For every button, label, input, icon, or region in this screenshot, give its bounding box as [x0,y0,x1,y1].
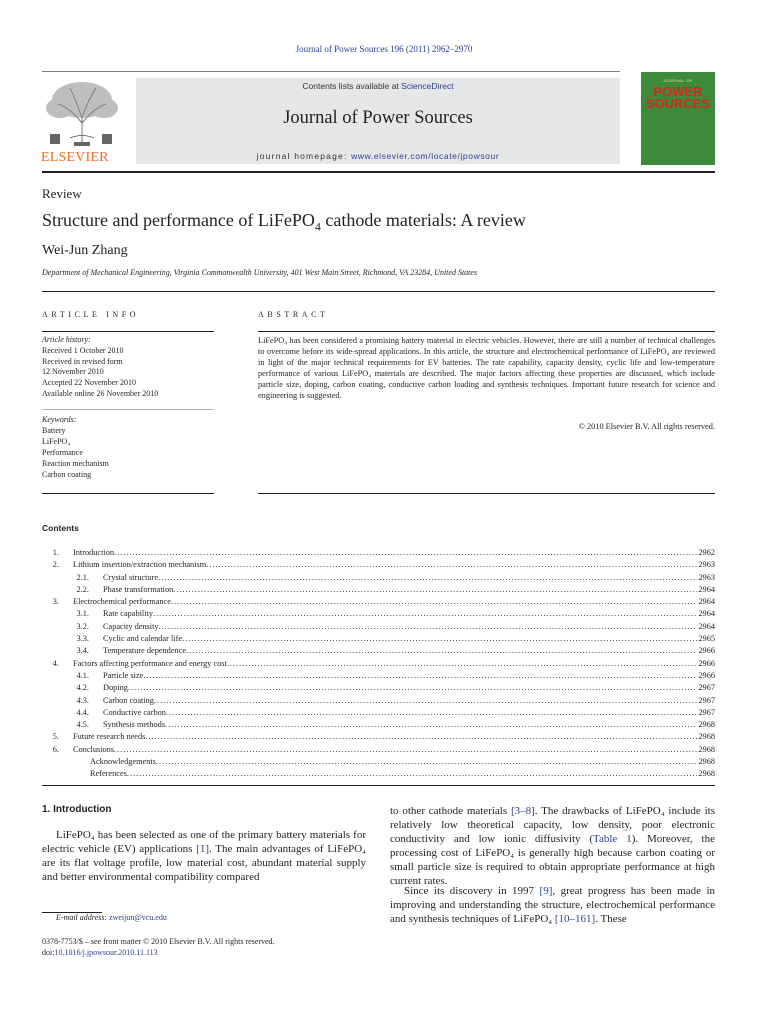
toc-entry-title[interactable]: Carbon coating [103,695,154,705]
toc-leader-dots [186,646,697,655]
toc-entry-number: 3.3. [76,634,89,644]
toc-entry-page: 2968 [698,744,715,754]
toc-entry-number: 4.3. [76,695,89,705]
journal-homepage-label: journal homepage: [256,151,352,161]
history-line: 12 November 2010 [42,367,104,377]
toc-entry-number: 2.2. [76,584,89,594]
journal-citation[interactable]: Journal of Power Sources 196 (2011) 2962–2970 [295,44,473,54]
citation-link[interactable]: [3–8] [510,805,535,817]
toc-leader-dots [206,560,697,569]
toc-entry[interactable] [42,732,715,744]
toc-entry-number: 1. [52,548,59,557]
table-of-contents [42,548,715,782]
toc-entry-page: 2964 [698,584,715,594]
toc-entry-title[interactable]: Conclusions [73,744,115,754]
doi-link[interactable]: 10.1016/j.jpowsour.2010.11.113 [54,948,158,957]
toc-entry-title[interactable]: Capacity density [103,621,159,631]
toc-entry-page: 2963 [698,560,715,570]
intro-text: Since its discovery in 1997 [404,885,540,897]
toc-entry-number: 3.2. [76,621,89,631]
citation-link[interactable]: [10–161] [554,913,596,925]
journal-homepage-line [136,151,620,161]
toc-entry[interactable] [42,708,715,720]
abstract-bottom-divider [258,493,715,494]
intro-text: . These [595,913,627,925]
intro-text: . The drawbacks of LiFePO₄ include its relatively low theoretical capacity, low density, poor electronic conductivity and low ionic diffusivity ( [390,805,715,845]
toc-entry[interactable] [42,683,715,695]
keyword: LiFePO₄ [42,437,71,446]
toc-leader-dots [153,609,697,618]
toc-leader-dots [171,597,698,606]
abstract-divider [258,331,715,332]
toc-entry-page: 2964 [698,621,715,631]
toc-entry[interactable] [42,597,715,609]
toc-entry-title[interactable]: Rate capability [103,609,153,619]
toc-leader-dots [165,720,697,729]
toc-entry-page: 2968 [698,757,715,767]
toc-entry-number: 4.2. [76,683,89,693]
article-info-divider [42,331,214,332]
toc-leader-dots [127,769,698,778]
toc-leader-dots [159,622,698,631]
article-title-subscript: 4 [314,219,321,234]
toc-entry-number: 4. [52,658,59,668]
abstract-text: LiFePO₄ has been considered a promising battery material in electric vehicles. However, there are still a number of technical challenges to overcome before its wide-spread applications. In this article, the structure and electrochemical performance of LiFePO₄ are reviewed in light of the major technical requirements for EV batteries. The rate capability, capacity density, cyclic life and low-temperature performance of various LiFePO₄ materials are described. The major factors affecting these properties are discussed, which include particle size, doping, carbon coating, conductive carbon loading and synthesis techniques. Important future research for science and engineering is suggested. [258,336,715,400]
toc-entry-page: 2965 [698,634,715,644]
keywords-divider [42,409,214,410]
toc-leader-dots [145,732,697,741]
toc-entry[interactable] [42,573,715,585]
email-link[interactable]: zweijun@vcu.edu [109,913,167,922]
introduction-heading: 1. Introduction [42,804,112,815]
sciencedirect-link[interactable]: ScienceDirect [401,81,454,91]
toc-entry[interactable] [42,757,715,769]
toc-entry-page: 2967 [698,695,715,705]
toc-entry[interactable] [42,609,715,621]
toc-entry-title[interactable]: Crystal structure [103,572,159,582]
toc-entry-title[interactable]: Introduction [73,548,115,557]
keywords-label: Keywords: [42,415,77,424]
toc-entry-title[interactable]: Phase transformation [103,584,174,594]
doi-label: doi: [42,948,55,957]
journal-cover-image[interactable] [641,72,715,165]
history-line: Accepted 22 November 2010 [42,378,136,388]
intro-text: , great progress has been made in improving and understanding the structure, electrochemical performance and synthesis techniques of LiFePO₄ [390,885,716,925]
toc-entry-page: 2968 [698,720,715,730]
toc-leader-dots [128,683,698,692]
intro-paragraph-left [42,828,366,884]
toc-entry[interactable] [42,548,715,560]
toc-entry-page: 2964 [698,597,715,607]
intro-text: . The main advantages of LiFePO₄ are its flat voltage profile, low material cost, abundant material supply and better environmental compatibility compared [42,843,366,883]
toc-leader-dots [114,548,697,557]
intro-text: to other cathode materials [390,805,511,817]
toc-entry-number: 2.1. [76,572,89,582]
history-line: Available online 26 November 2010 [42,388,159,398]
toc-entry[interactable] [42,585,715,597]
article-info-bottom-divider [42,493,214,494]
toc-entry[interactable] [42,646,715,658]
toc-leader-dots [114,745,697,754]
abstract-heading: ABSTRACT [258,310,329,319]
elsevier-wordmark: ELSEVIER [41,150,109,165]
toc-leader-dots [182,634,697,643]
contents-divider [42,785,715,786]
contents-heading: Contents [42,523,79,533]
toc-entry-number: 2. [52,560,59,570]
toc-entry[interactable] [42,671,715,683]
toc-entry-page: 2968 [698,732,715,742]
email-label: E-mail address: [56,913,108,922]
toc-leader-dots [158,573,697,582]
cover-small-text: JOURNAL OF [662,78,694,83]
toc-entry-number: 4.4. [76,707,89,717]
article-title [42,210,526,235]
intro-text: LiFePO₄ has been selected as one of the primary battery materials for electric vehicle (EV) applications [42,829,366,855]
toc-entry-number: 3.4. [76,646,89,656]
toc-entry-page: 2964 [698,609,715,619]
keyword: Performance [42,448,83,457]
citation-link[interactable]: [1] [196,843,209,855]
intro-paragraph-right-1 [390,804,715,888]
toc-entry-page: 2967 [698,683,715,693]
toc-entry-title[interactable]: Synthesis methods [103,720,165,730]
toc-entry-page: 2963 [698,572,715,582]
toc-entry-title[interactable]: Cyclic and calendar life [103,634,183,644]
toc-entry-page: 2967 [698,707,715,717]
toc-entry[interactable] [42,659,715,671]
journal-title: Journal of Power Sources [283,108,473,128]
toc-entry-number: 3.1. [76,609,89,619]
toc-entry[interactable] [42,696,715,708]
title-divider [42,291,715,292]
email-footnote [56,913,167,922]
toc-entry[interactable] [42,560,715,572]
toc-entry-title[interactable]: Temperature dependence [103,646,187,656]
contents-available-line [136,81,620,91]
table-link[interactable]: Table 1 [593,833,632,845]
toc-entry-number: 5. [52,732,59,742]
author-name[interactable]: Wei-Jun Zhang [42,243,128,258]
intro-paragraph-right-2 [390,884,715,926]
toc-entry-number: 3. [52,597,59,607]
keyword: Carbon coating [42,470,92,479]
toc-entry-number: 4.1. [76,670,89,680]
cover-title [643,86,713,110]
toc-entry-title[interactable]: Factors affecting performance and energy cost [73,658,227,668]
keyword: Battery [42,426,66,435]
toc-entry-title[interactable]: Doping [103,683,128,693]
toc-entry-page: 2966 [698,670,715,680]
toc-entry-page: 2968 [698,769,715,779]
toc-entry-title[interactable]: Particle size [103,670,144,680]
intro-text: ). Moreover, the processing cost of LiFePO₄ is generally high because carbon coating or small particle size is required to obtain appropriate performance at high current rates. [390,833,715,887]
toc-leader-dots [166,708,698,717]
toc-entry[interactable] [42,745,715,757]
article-info-heading: ARTICLE INFO [42,310,140,319]
toc-leader-dots [154,696,697,705]
author-affiliation: Department of Mechanical Engineering, Virginia Commonwealth University, 401 West Main Street, Richmond, VA 23284, United States [42,268,478,277]
abstract-copyright: © 2010 Elsevier B.V. All rights reserved. [578,422,715,431]
journal-homepage-link[interactable]: www.elsevier.com/locate/jpowsour [351,151,500,161]
cover-title-line-1: POWER [653,84,703,99]
contents-available-text: Contents lists available at [302,81,402,91]
toc-entry-page: 2966 [698,646,715,656]
doi-line [42,948,158,957]
toc-entry-number: 4.5. [76,720,89,730]
cover-title-line-2: SOURCES [645,96,711,111]
toc-entry-title[interactable]: References [90,769,127,779]
toc-leader-dots [173,585,697,594]
toc-entry[interactable] [42,720,715,732]
toc-entry[interactable] [42,634,715,646]
toc-entry-page: 2962 [698,548,715,557]
history-line: Received 1 October 2010 [42,345,124,355]
issn-line: 0378-7753/$ – see front matter © 2010 Elsevier B.V. All rights reserved. [42,937,275,946]
toc-entry-title[interactable]: Electrochemical performance [73,597,171,607]
article-title-part-1: Structure and performance of LiFePO [42,210,315,230]
toc-leader-dots [227,659,698,668]
toc-entry-title[interactable]: Future research needs [73,732,146,742]
keywords-list [42,414,109,480]
header-thick-divider [42,171,715,173]
toc-entry-page: 2966 [698,658,715,668]
article-history-label: Article history: [42,335,91,344]
toc-leader-dots [156,757,698,766]
toc-entry-title[interactable]: Acknowledgements [90,757,156,767]
article-history [42,335,158,400]
keyword: Reaction mechanism [42,459,109,468]
toc-entry-number: 6. [52,744,59,754]
toc-leader-dots [143,671,697,680]
header-divider [42,71,620,72]
history-line: Received in revised form [42,356,123,366]
toc-entry-title[interactable]: Conductive carbon [103,707,166,717]
citation-link[interactable]: [9] [539,885,553,897]
toc-entry[interactable] [42,622,715,634]
toc-entry-title[interactable]: Lithium insertion/extraction mechanism [73,560,207,570]
article-type: Review [42,186,82,201]
toc-entry[interactable] [42,769,715,781]
article-title-part-2: cathode materials: A review [320,210,526,230]
